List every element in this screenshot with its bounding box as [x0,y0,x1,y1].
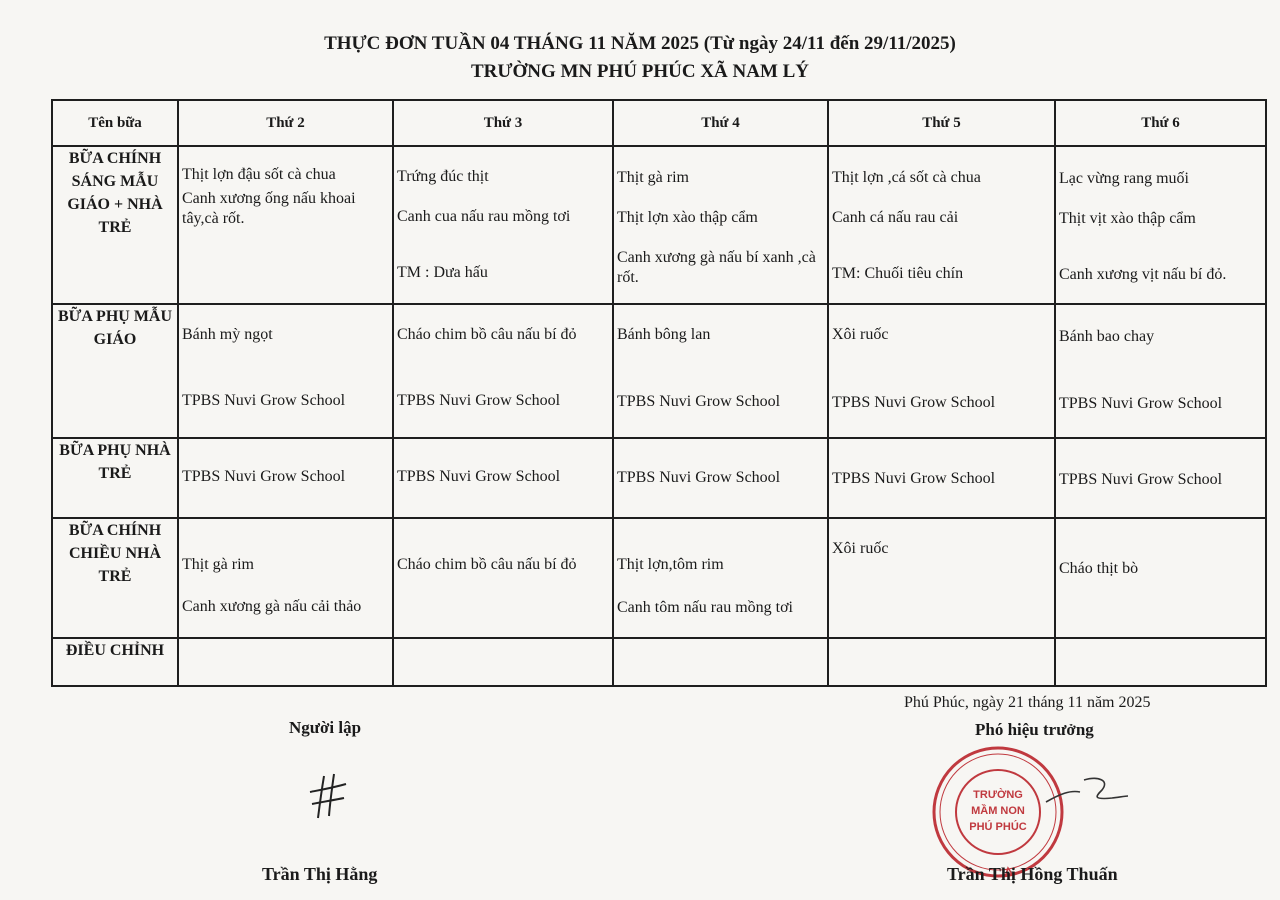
svg-text:TRƯỜNG: TRƯỜNG [973,789,1023,801]
menu-cell [178,146,393,304]
preparer-role: Người lập [289,718,362,737]
menu-item: Canh xương ống nấu khoai tây,cà rốt. [182,190,356,227]
meal-name-cell: BỮA PHỤ MẪU GIÁO [52,304,178,438]
menu-item: TPBS Nuvi Grow School [182,468,346,485]
menu-item: Xôi ruốc [832,540,889,557]
table-row [52,304,1266,438]
menu-item: Cháo thịt bò [1059,560,1139,577]
menu-item: Thịt gà rim [617,169,689,186]
title-line-1: THỰC ĐƠN TUẦN 04 THÁNG 11 NĂM 2025 (Từ ngày 24/11 đến 29/11/2025) [324,33,956,54]
menu-cell [393,518,613,638]
column-header: Thứ 3 [393,100,613,146]
menu-item: Bánh bao chay [1059,328,1155,345]
menu-cell [613,518,828,638]
menu-item: Bánh bông lan [617,326,711,343]
menu-item: Canh xương gà nấu cải thảo [182,598,362,615]
table-row [52,638,1266,686]
meal-name-cell: BỮA PHỤ NHÀ TRẺ [52,438,178,518]
menu-cell [828,146,1055,304]
menu-cell [393,438,613,518]
table-row [52,146,1266,304]
menu-item: TPBS Nuvi Grow School [832,394,996,411]
column-header: Thứ 6 [1055,100,1266,146]
menu-item: Thịt lợn xào thập cẩm [617,209,758,226]
menu-item: Canh cá nấu rau cải [832,209,959,226]
menu-cell [1055,518,1266,638]
title-line-2: TRƯỜNG MN PHÚ PHÚC XÃ NAM LÝ [470,61,810,82]
table-header-row [52,100,1266,146]
column-header: Thứ 5 [828,100,1055,146]
menu-item: Canh xương vịt nấu bí đỏ. [1059,266,1227,283]
menu-item: TM: Chuối tiêu chín [832,265,964,282]
menu-cell [1055,438,1266,518]
menu-item: Thịt lợn,tôm rim [617,556,724,573]
menu-cell [828,304,1055,438]
meal-name-cell: BỮA CHÍNH CHIỀU NHÀ TRẺ [52,518,178,638]
svg-text:MẦM NON: MẦM NON [971,805,1025,817]
menu-item: TM : Dưa hấu [397,264,488,281]
preparer-signature [302,770,352,822]
column-header: Tên bữa [52,100,178,146]
menu-cell [613,146,828,304]
svg-text:PHÚ PHÚC: PHÚ PHÚC [969,821,1027,833]
menu-cell [613,304,828,438]
menu-item: TPBS Nuvi Grow School [1059,471,1223,488]
menu-cell [178,518,393,638]
menu-cell [1055,146,1266,304]
menu-item: Cháo chim bồ câu nấu bí đỏ [397,326,577,343]
menu-cell [393,304,613,438]
menu-item: Lạc vừng rang muối [1059,170,1189,187]
table-row [52,518,1266,638]
stamp-seal [928,742,1068,882]
menu-item: Thịt lợn ,cá sốt cà chua [832,169,981,186]
menu-item: Thịt gà rim [182,556,254,573]
menu-cell [1055,638,1266,686]
menu-item: Xôi ruốc [832,326,889,343]
menu-item: Bánh mỳ ngọt [182,326,273,343]
menu-item: TPBS Nuvi Grow School [397,468,561,485]
menu-item: Trứng đúc thịt [397,168,489,185]
menu-cell [828,518,1055,638]
menu-cell [613,638,828,686]
menu-cell [178,304,393,438]
menu-cell [393,638,613,686]
menu-item: Cháo chim bồ câu nấu bí đỏ [397,556,577,573]
menu-item: Canh xương gà nấu bí xanh ,cà rốt. [617,249,816,286]
menu-item: TPBS Nuvi Grow School [397,392,561,409]
menu-cell [1055,304,1266,438]
approver-role: Phó hiệu trưởng [975,720,1094,739]
document-title [0,30,1280,86]
meal-name-cell: BỮA CHÍNH SÁNG MẪU GIÁO + NHÀ TRẺ [52,146,178,304]
weekly-menu-table [51,99,1267,687]
menu-item: TPBS Nuvi Grow School [617,469,781,486]
column-header: Thứ 2 [178,100,393,146]
menu-item: TPBS Nuvi Grow School [1059,395,1223,412]
preparer-name: Trần Thị Hằng [262,864,378,884]
menu-item: Thịt lợn đậu sốt cà chua [182,166,336,183]
signing-date: Phú Phúc, ngày 21 tháng 11 năm 2025 [904,694,1151,711]
menu-cell [613,438,828,518]
menu-item: TPBS Nuvi Grow School [617,393,781,410]
menu-cell [828,638,1055,686]
menu-item: TPBS Nuvi Grow School [182,392,346,409]
menu-item: Thịt vịt xào thập cẩm [1059,210,1196,227]
menu-cell [178,438,393,518]
approver-signature [1040,772,1130,812]
table-row [52,438,1266,518]
meal-name-cell: ĐIỀU CHỈNH [52,638,178,686]
menu-cell [393,146,613,304]
menu-cell [828,438,1055,518]
menu-item: Canh cua nấu rau mồng tơi [397,208,571,225]
menu-item: TPBS Nuvi Grow School [832,470,996,487]
menu-cell [178,638,393,686]
approver-name: Trần Thị Hồng Thuấn [947,864,1118,884]
column-header: Thứ 4 [613,100,828,146]
menu-item: Canh tôm nấu rau mồng tơi [617,599,793,616]
